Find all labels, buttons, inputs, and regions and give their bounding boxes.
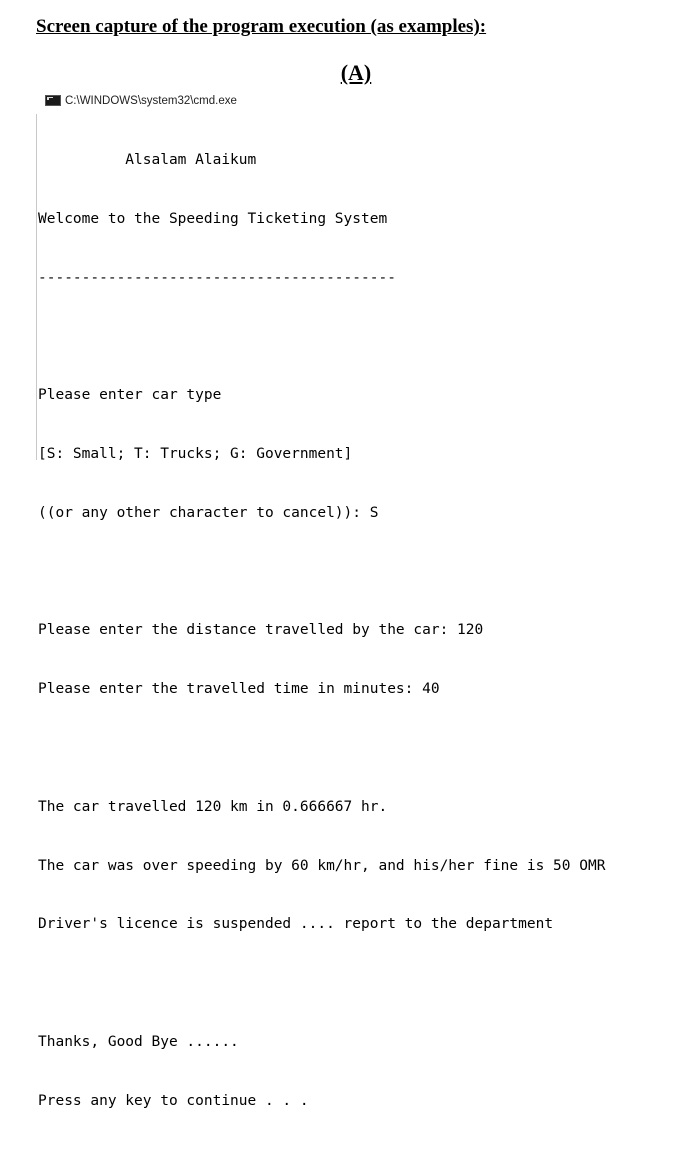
console-line	[38, 328, 653, 348]
window-title: C:\WINDOWS\system32\cmd.exe	[65, 95, 237, 107]
window-titlebar[interactable]	[45, 93, 237, 109]
console-line: The car travelled 120 km in 0.666667 hr.	[38, 798, 388, 815]
console-line: [S: Small; T: Trucks; G: Government]	[38, 446, 353, 463]
console-line	[38, 974, 653, 994]
console-line: Thanks, Good Bye ......	[38, 1033, 239, 1050]
console-line: Alsalam Alaikum	[38, 152, 257, 169]
console-line: Please enter the travelled time in minutes: 40	[38, 681, 440, 698]
example-label: (A)	[340, 60, 372, 85]
cmd-window	[36, 88, 656, 1109]
console-line	[38, 563, 653, 583]
console-line: -----------------------------------------	[38, 269, 396, 286]
console-line	[38, 739, 653, 759]
document-heading: Screen capture of the program execution (as examples):	[36, 16, 487, 37]
console-line: Welcome to the Speeding Ticketing System	[38, 210, 388, 227]
cmd-console-icon	[45, 95, 61, 106]
console-line: Please enter the distance travelled by the car: 120	[38, 622, 484, 639]
console-line: ((or any other character to cancel)): S	[38, 504, 379, 521]
console-line: Driver's licence is suspended .... report to the department	[38, 916, 554, 933]
console-output[interactable]	[38, 112, 653, 1150]
console-line: The car was over speeding by 60 km/hr, and his/her fine is 50 OMR	[38, 857, 606, 874]
console-line: Please enter car type	[38, 387, 222, 404]
window-left-border	[36, 114, 37, 460]
console-line: Press any key to continue . . .	[38, 1092, 309, 1109]
